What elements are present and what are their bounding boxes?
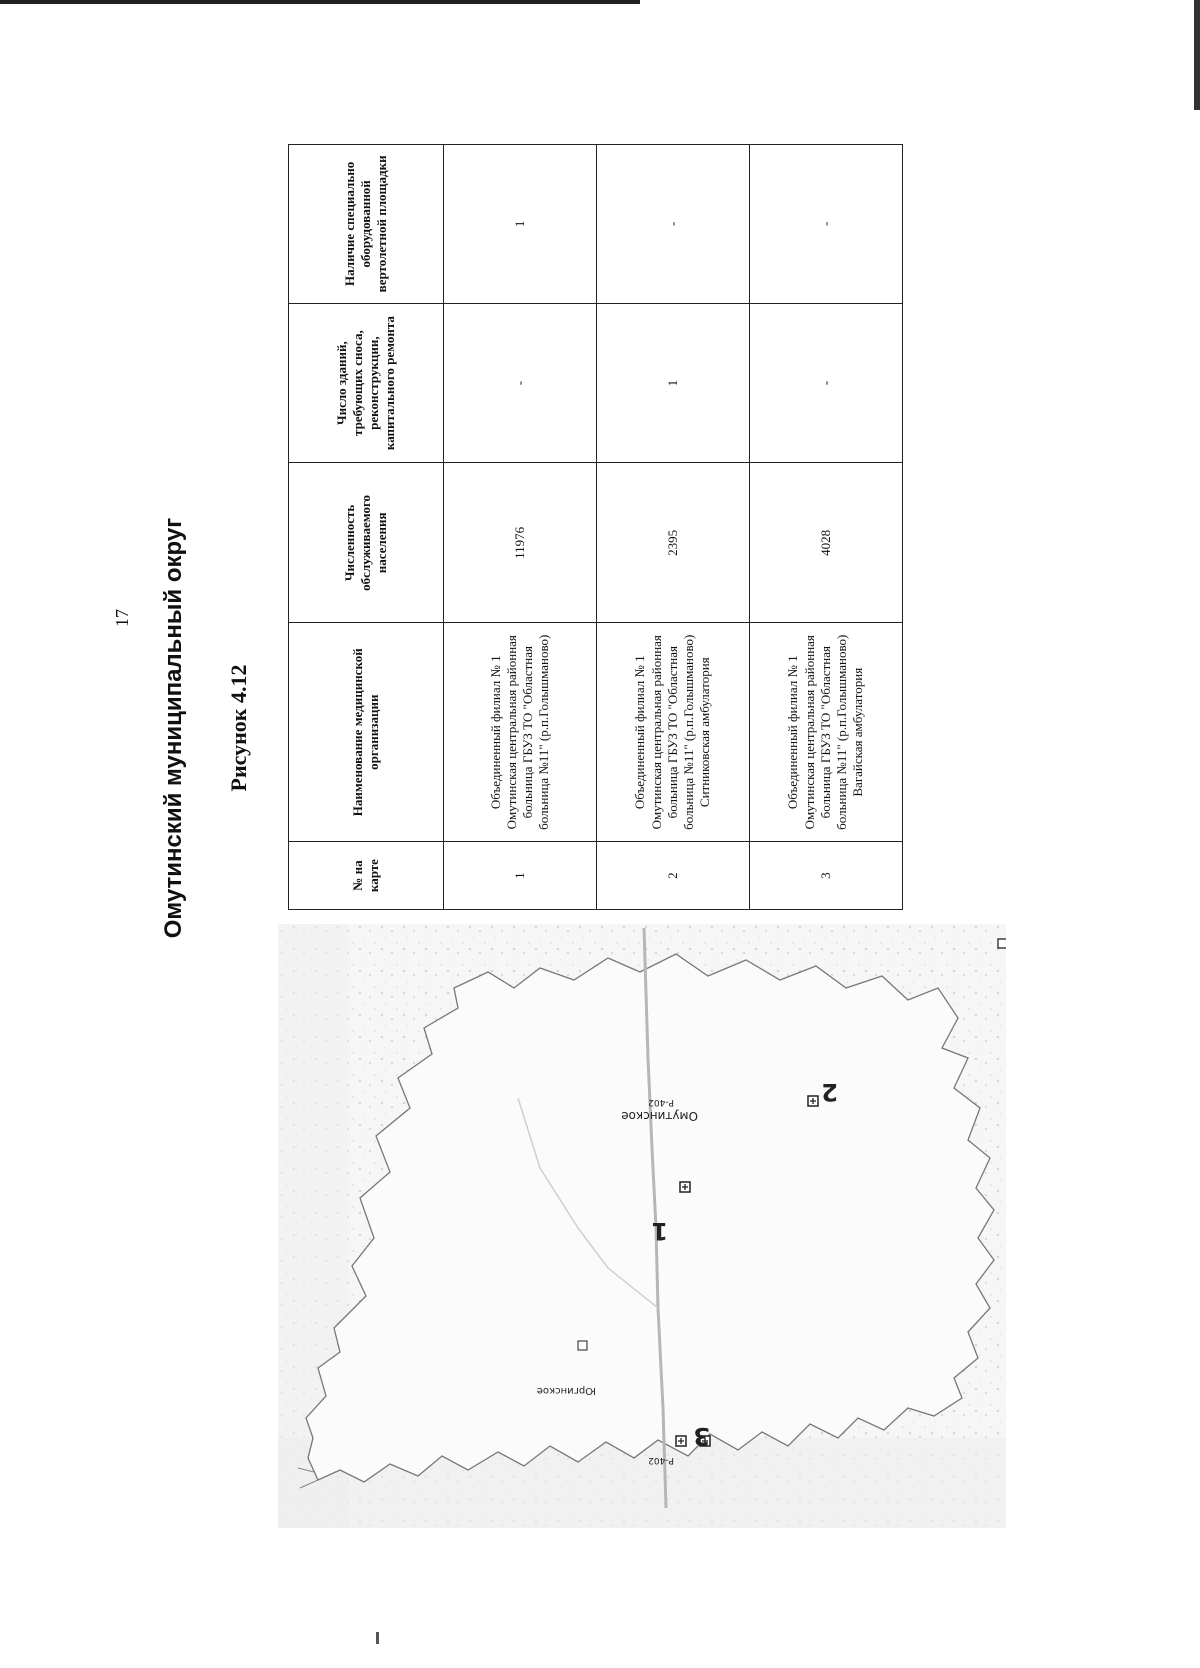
road-label-east: Р-402 [648,1097,674,1107]
hospital-icon-edge [998,939,1006,948]
road-label-west: Р-402 [648,1455,674,1465]
header-map-number: № на карте [289,842,444,910]
cell-population: 4028 [750,463,903,623]
table-row [597,145,750,910]
cell-buildings: - [750,303,903,463]
settlement-label-omutinskoe: Омутинское [621,1109,698,1123]
header-buildings: Число зданий, требующих сноса, реконструкции, капитального ремонта [289,303,444,463]
cell-map-number: 3 [750,842,903,910]
cell-organization-name: Объединенный филиал № 1 Омутинская центральная районная больница ГБУЗ ТО "Областная больница №11" (р.п.Голышманово) [444,623,597,842]
header-organization-name: Наименование медицинской организации [289,623,444,842]
table-header-row [289,145,444,910]
cell-population: 11976 [444,463,597,623]
table-row [444,145,597,910]
cell-buildings: - [444,303,597,463]
cell-map-number: 2 [597,842,750,910]
cell-organization-name: Объединенный филиал № 1 Омутинская центральная районная больница ГБУЗ ТО "Областная больница №11" (р.п.Голышманово) Вагайская амбулатория [750,623,903,842]
table-row [750,145,903,910]
marker-label-3: 3 [693,1422,710,1450]
marker-label-2: 2 [821,1078,838,1106]
page-title: Омутинский муниципальный округ [160,517,187,939]
cell-organization-name: Объединенный филиал № 1 Омутинская центральная районная больница ГБУЗ ТО "Областная больница №11" (р.п.Голышманово) Ситниковская амбулатория [597,623,750,842]
header-population: Численность обслуживаемого населения [289,463,444,623]
medical-organizations-table [288,144,903,910]
header-helipad: Наличие специально оборудованной вертолетной площадки [289,145,444,304]
cell-map-number: 1 [444,842,597,910]
district-map [278,924,1006,1528]
cell-buildings: 1 [597,303,750,463]
cell-helipad: - [750,145,903,304]
figure-caption: Рисунок 4.12 [226,664,251,792]
settlement-label-yurginskoe: Юргинское [536,1385,596,1396]
cell-helipad: - [597,145,750,304]
cell-population: 2395 [597,463,750,623]
cell-helipad: 1 [444,145,597,304]
marker-label-1: 1 [651,1217,668,1245]
page-number: 17 [112,609,132,627]
